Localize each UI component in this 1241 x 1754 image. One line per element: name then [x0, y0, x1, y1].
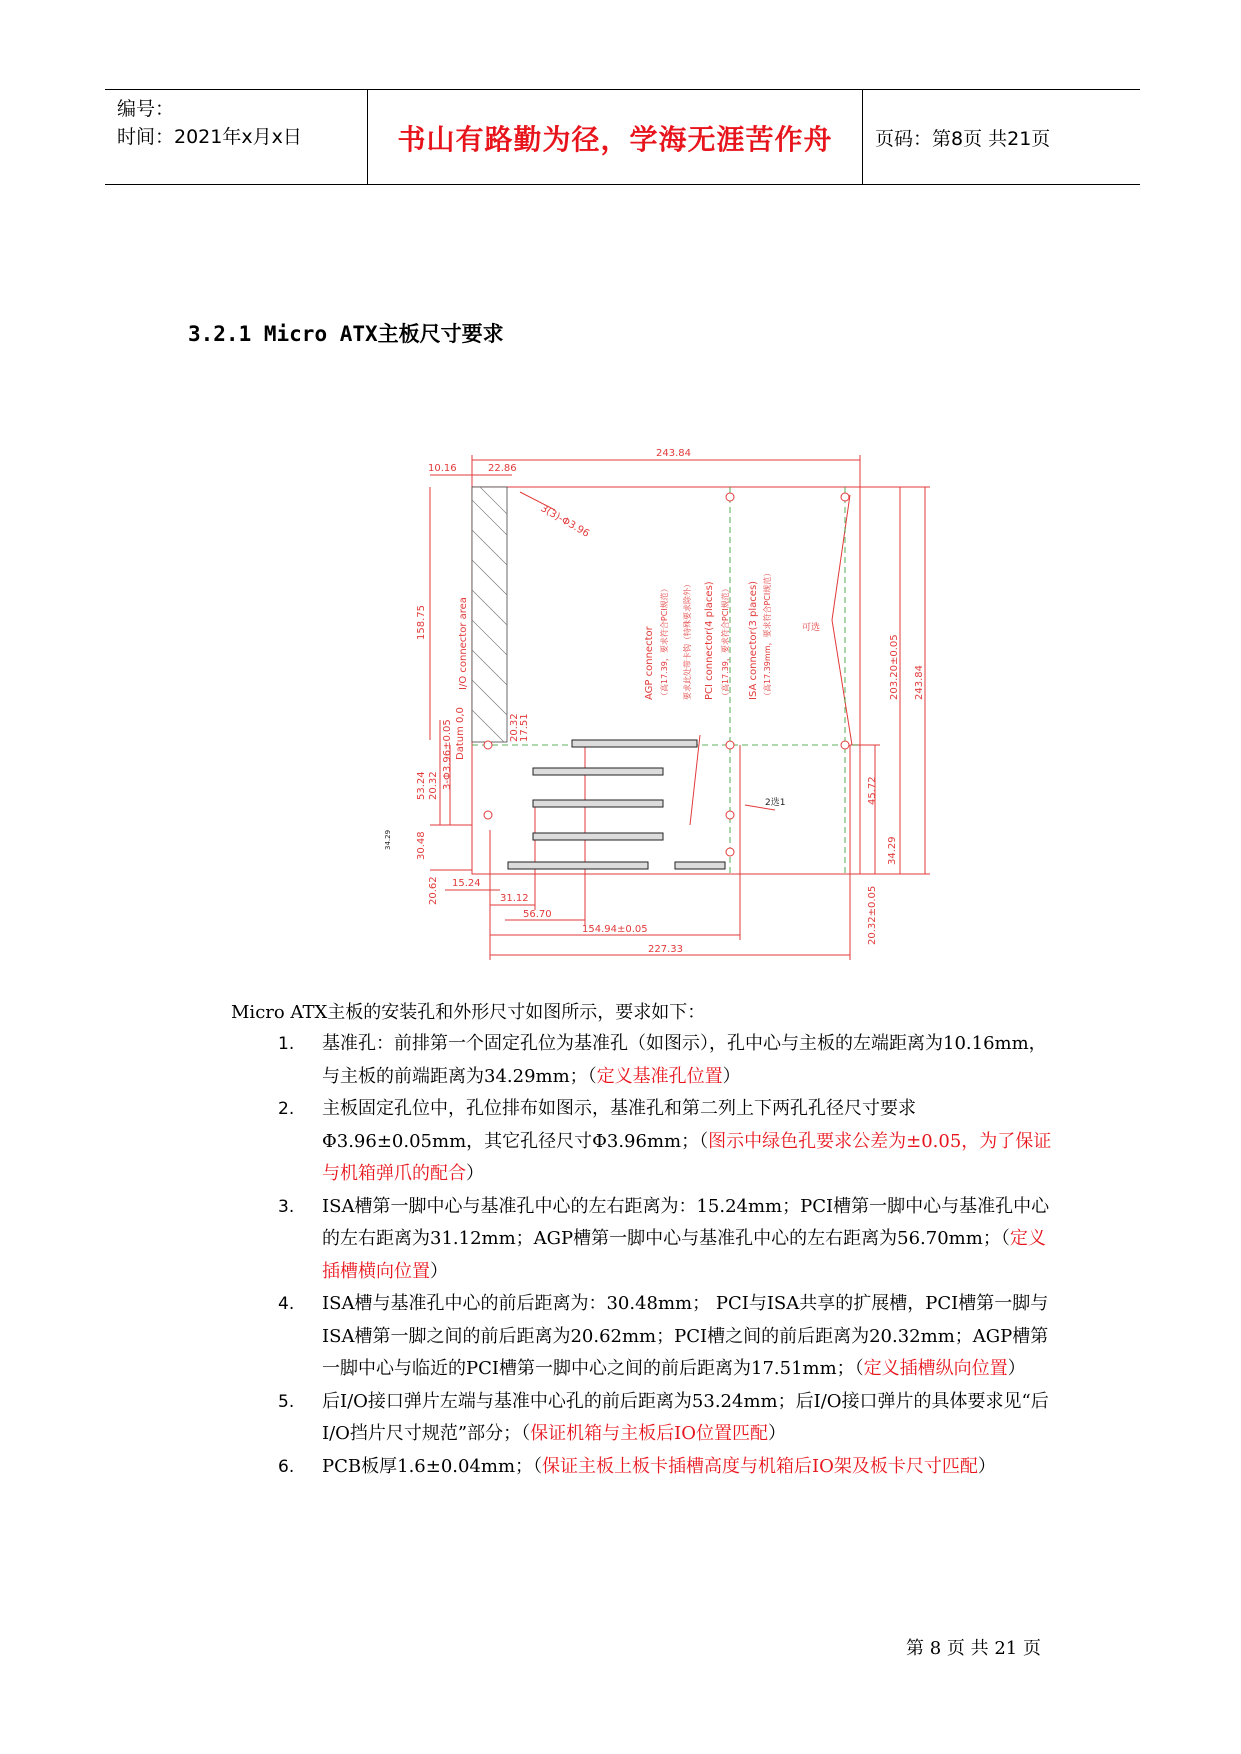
header-info-cell [105, 90, 368, 184]
motto: 书山有路勤为径，学海无涯苦作舟 [397, 123, 833, 156]
item-tail: ） [430, 1260, 448, 1282]
dim-45-72: 45.72 [867, 776, 878, 805]
section-title [188, 318, 504, 348]
pci-note: （高17.39，要求符合PCI规范） [721, 584, 730, 700]
requirements-list [278, 1028, 1058, 1483]
dim-30-48: 30.48 [416, 831, 427, 860]
choose-one-label: 2选1 [765, 798, 786, 808]
item-highlight: 定义基准孔位置 [596, 1065, 723, 1087]
pci-slot-1 [533, 768, 663, 775]
item-number: 2. [278, 1099, 295, 1119]
list-item [278, 1386, 1058, 1451]
agp-label: AGP connector [644, 626, 655, 700]
item-tail: ） [977, 1455, 996, 1477]
section-cjk: 主板尺寸要求 [377, 322, 504, 346]
intro-text: Micro ATX主板的安装孔和外形尺寸如图所示，要求如下： [231, 1002, 706, 1023]
dim-20-62: 20.62 [428, 876, 439, 905]
dim-31-12: 31.12 [500, 893, 529, 904]
dim-243-84-right: 243.84 [914, 665, 925, 700]
item-number: 4. [278, 1294, 295, 1314]
item-text: 主板固定孔位中，孔位排布如图示，基准孔和第二列上下两孔孔径尺寸要求Φ3.96±0.05mm，其它孔径尺寸Φ3.96mm；（ [322, 1098, 916, 1152]
item-highlight: 定义插槽横向位置 [322, 1228, 1046, 1282]
item-text: ISA槽第一脚中心与基准孔中心的左右距离为：15.24mm；PCI槽第一脚中心与基准孔中心的左右距离为31.12mm；AGP槽第一脚中心与基准孔中心的左右距离为56.70mm；（ [322, 1195, 1050, 1249]
dim-20-32a: 20.32 [509, 713, 520, 742]
dim-56-70: 56.70 [523, 909, 552, 920]
datum-hole: 3-Φ3.96±0.05 [442, 719, 453, 790]
item-number: 3. [278, 1196, 295, 1217]
dim-20-32c: 20.32±0.05 [867, 885, 878, 945]
item-number: 5. [278, 1391, 295, 1412]
agp-note: （高17.39，要求符合PCI规范） [660, 584, 669, 700]
item-text: PCB板厚1.6±0.04mm；（ [322, 1455, 543, 1477]
list-item [278, 1093, 1058, 1191]
dim-10-16: 10.16 [428, 463, 457, 474]
page-header [105, 89, 1140, 185]
dim-34-29: 34.29 [887, 836, 898, 865]
isa-slot [508, 862, 648, 869]
item-text: 后I/O接口弹片左端与基准中心孔的前后距离为53.24mm；后I/O接口弹片的具体要求见“后I/O挡片尺寸规范”部分；（ [322, 1390, 1049, 1444]
io-area-label: I/O connector area [458, 597, 469, 690]
datum-text: Datum 0,0 [455, 707, 466, 760]
dim-53-24: 53.24 [416, 771, 427, 800]
list-item [278, 1028, 1058, 1093]
item-highlight: 定义插槽纵向位置 [863, 1358, 1008, 1379]
pci-slot-2 [533, 800, 663, 807]
dim-154-94: 154.94±0.05 [582, 924, 648, 935]
pci-label: PCI connector(4 places) [704, 581, 715, 700]
dim-17-51: 17.51 [519, 713, 530, 742]
time-label: 时间：2021年x月x日 [117, 126, 302, 148]
dim-22-86: 22.86 [488, 463, 517, 474]
item-highlight: 保证机箱与主板后IO位置匹配 [530, 1423, 769, 1444]
latch-note: 要求此处带卡钩（特殊要求除外） [683, 580, 692, 700]
item-number: 1. [278, 1034, 295, 1054]
isa-label: ISA connector(3 places) [748, 580, 759, 700]
list-item [278, 1191, 1058, 1289]
dim-203-20: 203.20±0.05 [889, 634, 900, 700]
list-item [278, 1288, 1058, 1386]
optional-label: 可选 [802, 623, 821, 633]
hole-note: 3(3)-Φ3.96 [538, 503, 592, 540]
item-text: 基准孔：前排第一个固定孔位为基准孔（如图示），孔中心与主板的左端距离为10.16mm，与主板的前端距离为34.29mm；（ [322, 1033, 1047, 1087]
number-label: 编号： [117, 98, 175, 120]
page-footer: 第 8 页 共 21 页 [906, 1638, 1041, 1659]
dim-20-32b: 20.32 [428, 771, 439, 800]
item-text: ISA槽与基准孔中心的前后距离为：30.48mm； PCI与ISA共享的扩展槽，PCI槽第一脚与ISA槽第一脚之间的前后距离为20.62mm；PCI槽之间的前后距离为20.32mm；AGP槽第一脚中心与临近的PCI槽第一脚中心之间的前后距离为17.51mm；（ [322, 1293, 1049, 1379]
header-motto-cell [368, 90, 863, 184]
section-latin: Micro ATX [263, 322, 378, 346]
dim-158-75: 158.75 [416, 605, 427, 640]
dim-small: 34.29 [384, 829, 392, 850]
page-label: 页码：第8页 共21页 [875, 128, 1051, 150]
item-tail: ） [768, 1423, 787, 1444]
pci-slot-3 [533, 833, 663, 840]
isa-note: （高17.39mm，要求符合PCI规范） [763, 568, 772, 700]
item-tail: ） [466, 1163, 484, 1184]
section-number: 3.2.1 [188, 322, 252, 346]
dim-15-24: 15.24 [452, 878, 481, 889]
agp-slot [572, 740, 697, 747]
item-tail: ） [1007, 1358, 1026, 1379]
dim-227-33: 227.33 [648, 944, 683, 955]
item-number: 6. [278, 1456, 295, 1477]
micro-atx-drawing [370, 440, 940, 965]
item-highlight: 保证主板上板卡插槽高度与机箱后IO架及板卡尺寸匹配 [542, 1455, 978, 1477]
dim-243-84-top: 243.84 [656, 448, 691, 459]
header-page-cell [863, 90, 1140, 184]
item-tail: ） [722, 1065, 741, 1087]
isa-slot-short [675, 862, 725, 869]
item-highlight: 图示中绿色孔要求公差为±0.05，为了保证与机箱弹爪的配合 [322, 1130, 1052, 1184]
list-item [278, 1451, 1058, 1484]
